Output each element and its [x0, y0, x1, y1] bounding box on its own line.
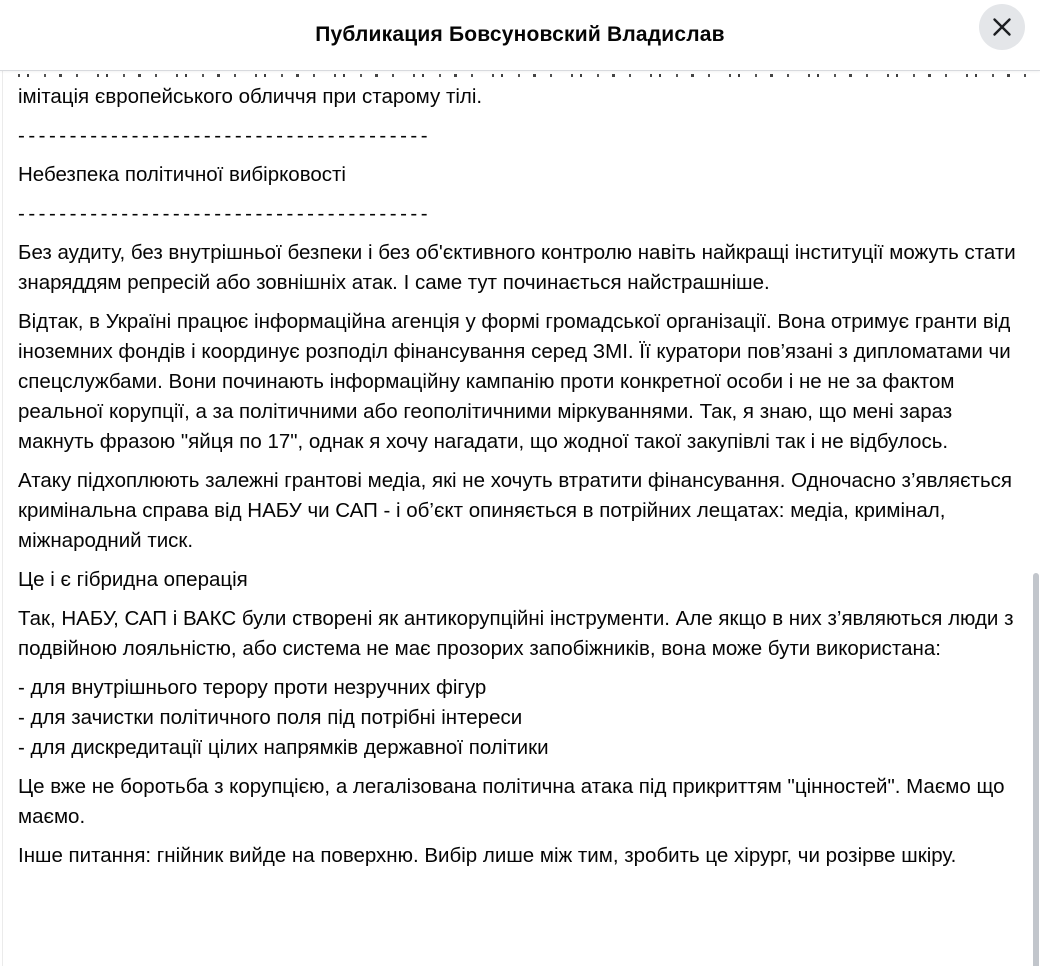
post-bullet-list — [18, 673, 1032, 763]
dashed-divider-bottom: ---------------------------------------- — [18, 202, 432, 225]
modal-title: Публикация Бовсуновский Владислав — [315, 23, 725, 46]
post-paragraph-attack: Атаку підхоплюють залежні грантові медіа, які не хочуть втратити фінансування. Одночасно з’являється кримінальна справа від НАБУ чи САП - і об’єкт опиняється в потрійних лещатах: медіа, кримінал, міжнародний тиск. — [18, 469, 1012, 552]
post-paragraph-values: Це вже не боротьба з корупцією, а легалізована політична атака під прикриттям "цінностей". Маємо що маємо. — [18, 775, 1005, 828]
scrollbar-thumb[interactable] — [1033, 573, 1039, 966]
post-paragraph-final: Інше питання: гнійник вийде на поверхню. Вибір лише між тим, зробить це хірург, чи розірве шкіру. — [18, 844, 957, 867]
close-icon — [990, 15, 1014, 39]
post-paragraph-agency: Відтак, в Україні працює інформаційна агенція у формі громадської організації. Вона отримує гранти від іноземних фондів і координує розподіл фінансування серед ЗМІ. Її куратори пов’язані з дипломатами чи спецслужбами. Вони починають інформаційну кампанію проти конкретної особи і не не за фактом реальної корупції, а за політичними або геополітичними міркуваннями. Так, я знаю, що мені зараз макнуть фразою "яйця по 17", однак я хочу нагадати, що жодної такої закупівлі так і не відбулось. — [18, 310, 1011, 453]
list-item: - для дискредитації цілих напрямків державної політики — [18, 736, 549, 759]
list-item: - для зачистки політичного поля під потрібні інтереси — [18, 706, 523, 729]
dashed-divider-top: ---------------------------------------- — [18, 124, 432, 147]
post-paragraph-hybrid: Це і є гібридна операція — [18, 568, 248, 591]
list-item: - для внутрішнього терору проти незручних фігур — [18, 676, 487, 699]
close-button[interactable] — [979, 4, 1025, 50]
modal-header — [0, 0, 1040, 71]
post-content — [0, 71, 1040, 880]
post-paragraph-intro: імітація європейського обличчя при старому тілі. — [18, 85, 483, 108]
modal-left-border — [2, 70, 3, 966]
post-section-title: Небезпека політичної вибірковості — [18, 163, 346, 186]
post-paragraph-nabu: Так, НАБУ, САП і ВАКС були створені як антикорупційні інструменти. Але якщо в них з’являються люди з подвійною лояльністю, або система не має прозорих запобіжників, вона може бути використана: — [18, 607, 1014, 660]
post-paragraph-audit: Без аудиту, без внутрішньої безпеки і без об'єктивного контролю навіть найкращі інституції можуть стати знаряддям репресій або зовнішніх атак. І саме тут починається найстрашніше. — [18, 241, 1016, 294]
clipped-text-line — [18, 71, 1032, 80]
